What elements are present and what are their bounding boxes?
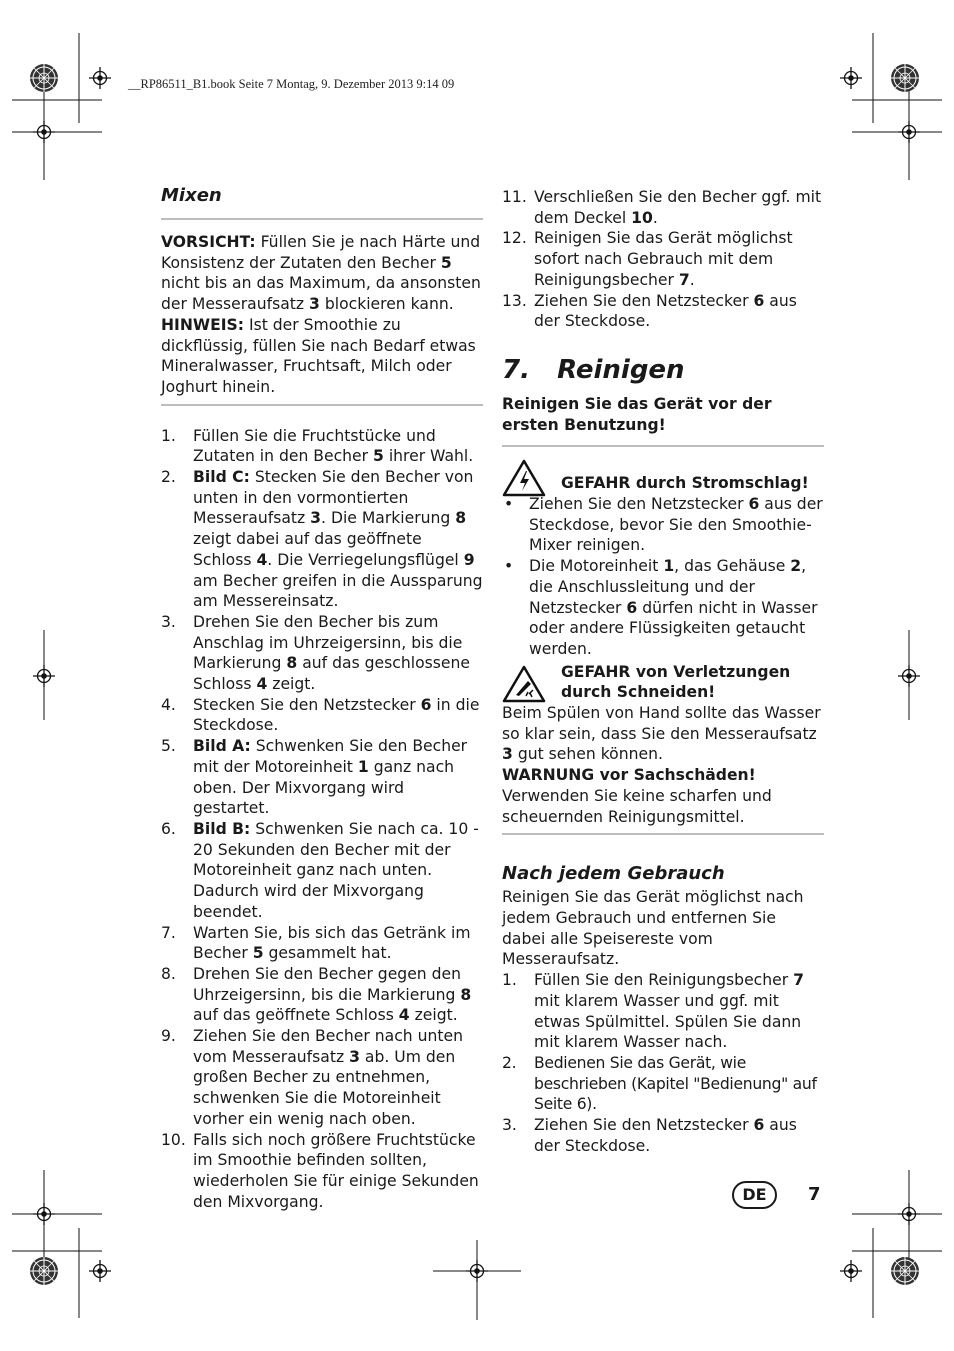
section-title-mixen: Mixen [161, 185, 222, 206]
danger-electric-list [502, 494, 824, 660]
hinweis-label: HINWEIS: [161, 315, 245, 334]
right-column [502, 187, 824, 1156]
list-item: 11. Verschließen Sie den Becher ggf. mit dem Deckel 10. [502, 188, 822, 227]
list-item: 5. Bild A: Schwenken Sie den Becher mit der Motoreinheit 1 ganz nach oben. Der Mixvorgang wird gestartet. [161, 737, 468, 818]
subsection-text: Reinigen Sie das Gerät möglichst nach jedem Gebrauch und entfernen Sie dabei alle Speisereste vom Messeraufsatz. [502, 888, 804, 969]
vorsicht-label: VORSICHT: [161, 233, 256, 251]
divider [161, 404, 483, 406]
danger-cut-text: Beim Spülen von Hand sollte das Wasser so klar sein, dass Sie den Messeraufsatz 3 gut sehen können. [502, 704, 821, 764]
left-column [161, 183, 483, 1212]
cut-hazard-icon [502, 665, 546, 703]
list-item: 4. Stecken Sie den Netzstecker 6 in die Steckdose. [161, 695, 480, 735]
vorsicht-paragraph: VORSICHT: Füllen Sie je nach Härte und Konsistenz der Zutaten den Becher 5 nicht bis an das Maximum, da ansonsten der Messeraufsatz 3 blockieren kann. [161, 233, 481, 314]
list-item: 1. Füllen Sie den Reinigungsbecher 7 mit klarem Wasser und ggf. mit etwas Spülmittel. Spülen Sie dann mit klarem Wasser nach. [502, 971, 804, 1052]
electric-hazard-icon [502, 459, 546, 497]
caution-box [161, 232, 483, 398]
list-item: 6. Bild B: Schwenken Sie nach ca. 10 - 20 Sekunden den Becher mit der Motoreinheit ganz nach unten. Dadurch wird der Mixvorgang beendet. [161, 819, 479, 921]
divider [502, 445, 824, 447]
subsection-title: Nach jedem Gebrauch [502, 863, 725, 885]
mixing-steps [161, 426, 483, 1213]
warning-title: WARNUNG vor Sachschäden! [502, 766, 756, 785]
section-title-reinigen: 7. Reinigen [502, 354, 685, 385]
divider [161, 218, 483, 220]
warning-text: Verwenden Sie keine scharfen und scheuernden Reinigungsmittel. [502, 786, 772, 826]
list-item: 2. Bedienen Sie das Gerät, wie beschrieben (Kapitel "Bedienung" auf Seite 6). [502, 1053, 817, 1114]
mixing-steps-continued [502, 187, 824, 332]
danger-cut [502, 662, 824, 703]
list-item: 13. Ziehen Sie den Netzstecker 6 aus der Steckdose. [502, 291, 797, 331]
list-item: 12. Reinigen Sie das Gerät möglichst sofort nach Gebrauch mit dem Reinigungsbecher 7. [502, 229, 793, 289]
danger-cut-title: GEFAHR von Verletzungen durch Schneiden! [561, 662, 791, 702]
page-number: 7 [808, 1184, 821, 1205]
divider [502, 833, 824, 835]
book-info: __RP86511_B1.book Seite 7 Montag, 9. Dezember 2013 9:14 09 [128, 77, 455, 91]
list-item: • Die Motoreinheit 1, das Gehäuse 2, die Anschlussleitung und der Netzstecker 6 dürfen nicht in Wasser oder andere Flüssigkeiten getaucht werden. [504, 557, 818, 658]
list-item: 1. Füllen Sie die Fruchtstücke und Zutaten in den Becher 5 ihrer Wahl. [161, 426, 474, 466]
list-item: • Ziehen Sie den Netzstecker 6 aus der Steckdose, bevor Sie den Smoothie-Mixer reinigen. [504, 495, 823, 555]
list-item: 2. Bild C: Stecken Sie den Becher von unten in den vormontierten Messeraufsatz 3. Die Markierung 8 zeigt dabei auf das geöffnete Schloss 4. Die Verriegelungsflügel 9 am Becher greifen in die Aussparung am Messereinsatz. [161, 468, 483, 611]
danger-electric [502, 459, 824, 494]
hinweis-paragraph: HINWEIS: Ist der Smoothie zu dickflüssig, füllen Sie nach Bedarf etwas Mineralwasser, Fruchtsaft, Milch oder Joghurt hinein. [161, 315, 476, 396]
danger-electric-title: GEFAHR durch Stromschlag! [561, 474, 809, 493]
cleaning-steps [502, 970, 824, 1156]
list-item: 10. Falls sich noch größere Fruchtstücke im Smoothie befinden sollten, wiederholen Sie für einige Sekunden den Mixvorgang. [161, 1130, 479, 1211]
list-item: 8. Drehen Sie den Becher gegen den Uhrzeigersinn, bis die Markierung 8 auf das geöffnete Schloss 4 zeigt. [161, 964, 472, 1025]
list-item: 9. Ziehen Sie den Becher nach unten vom Messeraufsatz 3 ab. Um den großen Becher zu entnehmen, schwenken Sie die Motoreinheit vorher ein wenig nach oben. [161, 1027, 463, 1128]
list-item: 7. Warten Sie, bis sich das Getränk im Becher 5 gesammelt hat. [161, 923, 471, 963]
list-item: 3. Ziehen Sie den Netzstecker 6 aus der Steckdose. [502, 1116, 797, 1155]
list-item: 3. Drehen Sie den Becher bis zum Anschlag im Uhrzeigersinn, bis die Markierung 8 auf das geschlossene Schloss 4 zeigt. [161, 612, 470, 694]
intro-bold: Reinigen Sie das Gerät vor der ersten Benutzung! [502, 394, 772, 434]
language-badge: DE [732, 1181, 777, 1209]
